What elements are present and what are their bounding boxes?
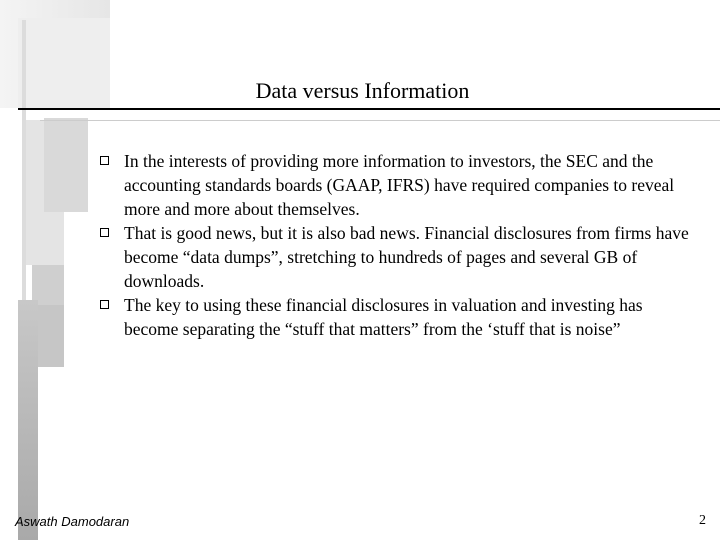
title-underline [18, 108, 720, 110]
left-bar-block [44, 118, 88, 212]
checkbox-bullet-icon [100, 156, 109, 165]
checkbox-bullet-icon [100, 228, 109, 237]
footer-author: Aswath Damodaran [15, 514, 130, 529]
bullet-item [100, 221, 700, 293]
checkbox-bullet-icon [100, 300, 109, 309]
bullet-text: In the interests of providing more information to investors, the SEC and the accounting standards boards (GAAP, IFRS) have required companies to reveal more and more about themselves. [124, 151, 675, 219]
bullet-text: That is good news, but it is also bad news. Financial disclosures from firms have become “data dumps”, stretching to hundreds of pages and several GB of downloads. [124, 223, 689, 291]
bullet-item [100, 293, 700, 341]
corner-decoration-inner [18, 18, 110, 110]
bullet-item [100, 149, 700, 221]
left-bar-block [32, 265, 64, 305]
page-number: 2 [699, 513, 706, 528]
slide-title: Data versus Information [255, 78, 470, 103]
left-bar-gradient [18, 300, 38, 540]
bullet-list [100, 149, 700, 341]
title-underline-shadow [40, 120, 720, 121]
bullet-text: The key to using these financial disclosures in valuation and investing has become separating the “stuff that matters” from the ‘stuff that is noise” [124, 295, 643, 339]
left-bar-block [36, 305, 64, 367]
